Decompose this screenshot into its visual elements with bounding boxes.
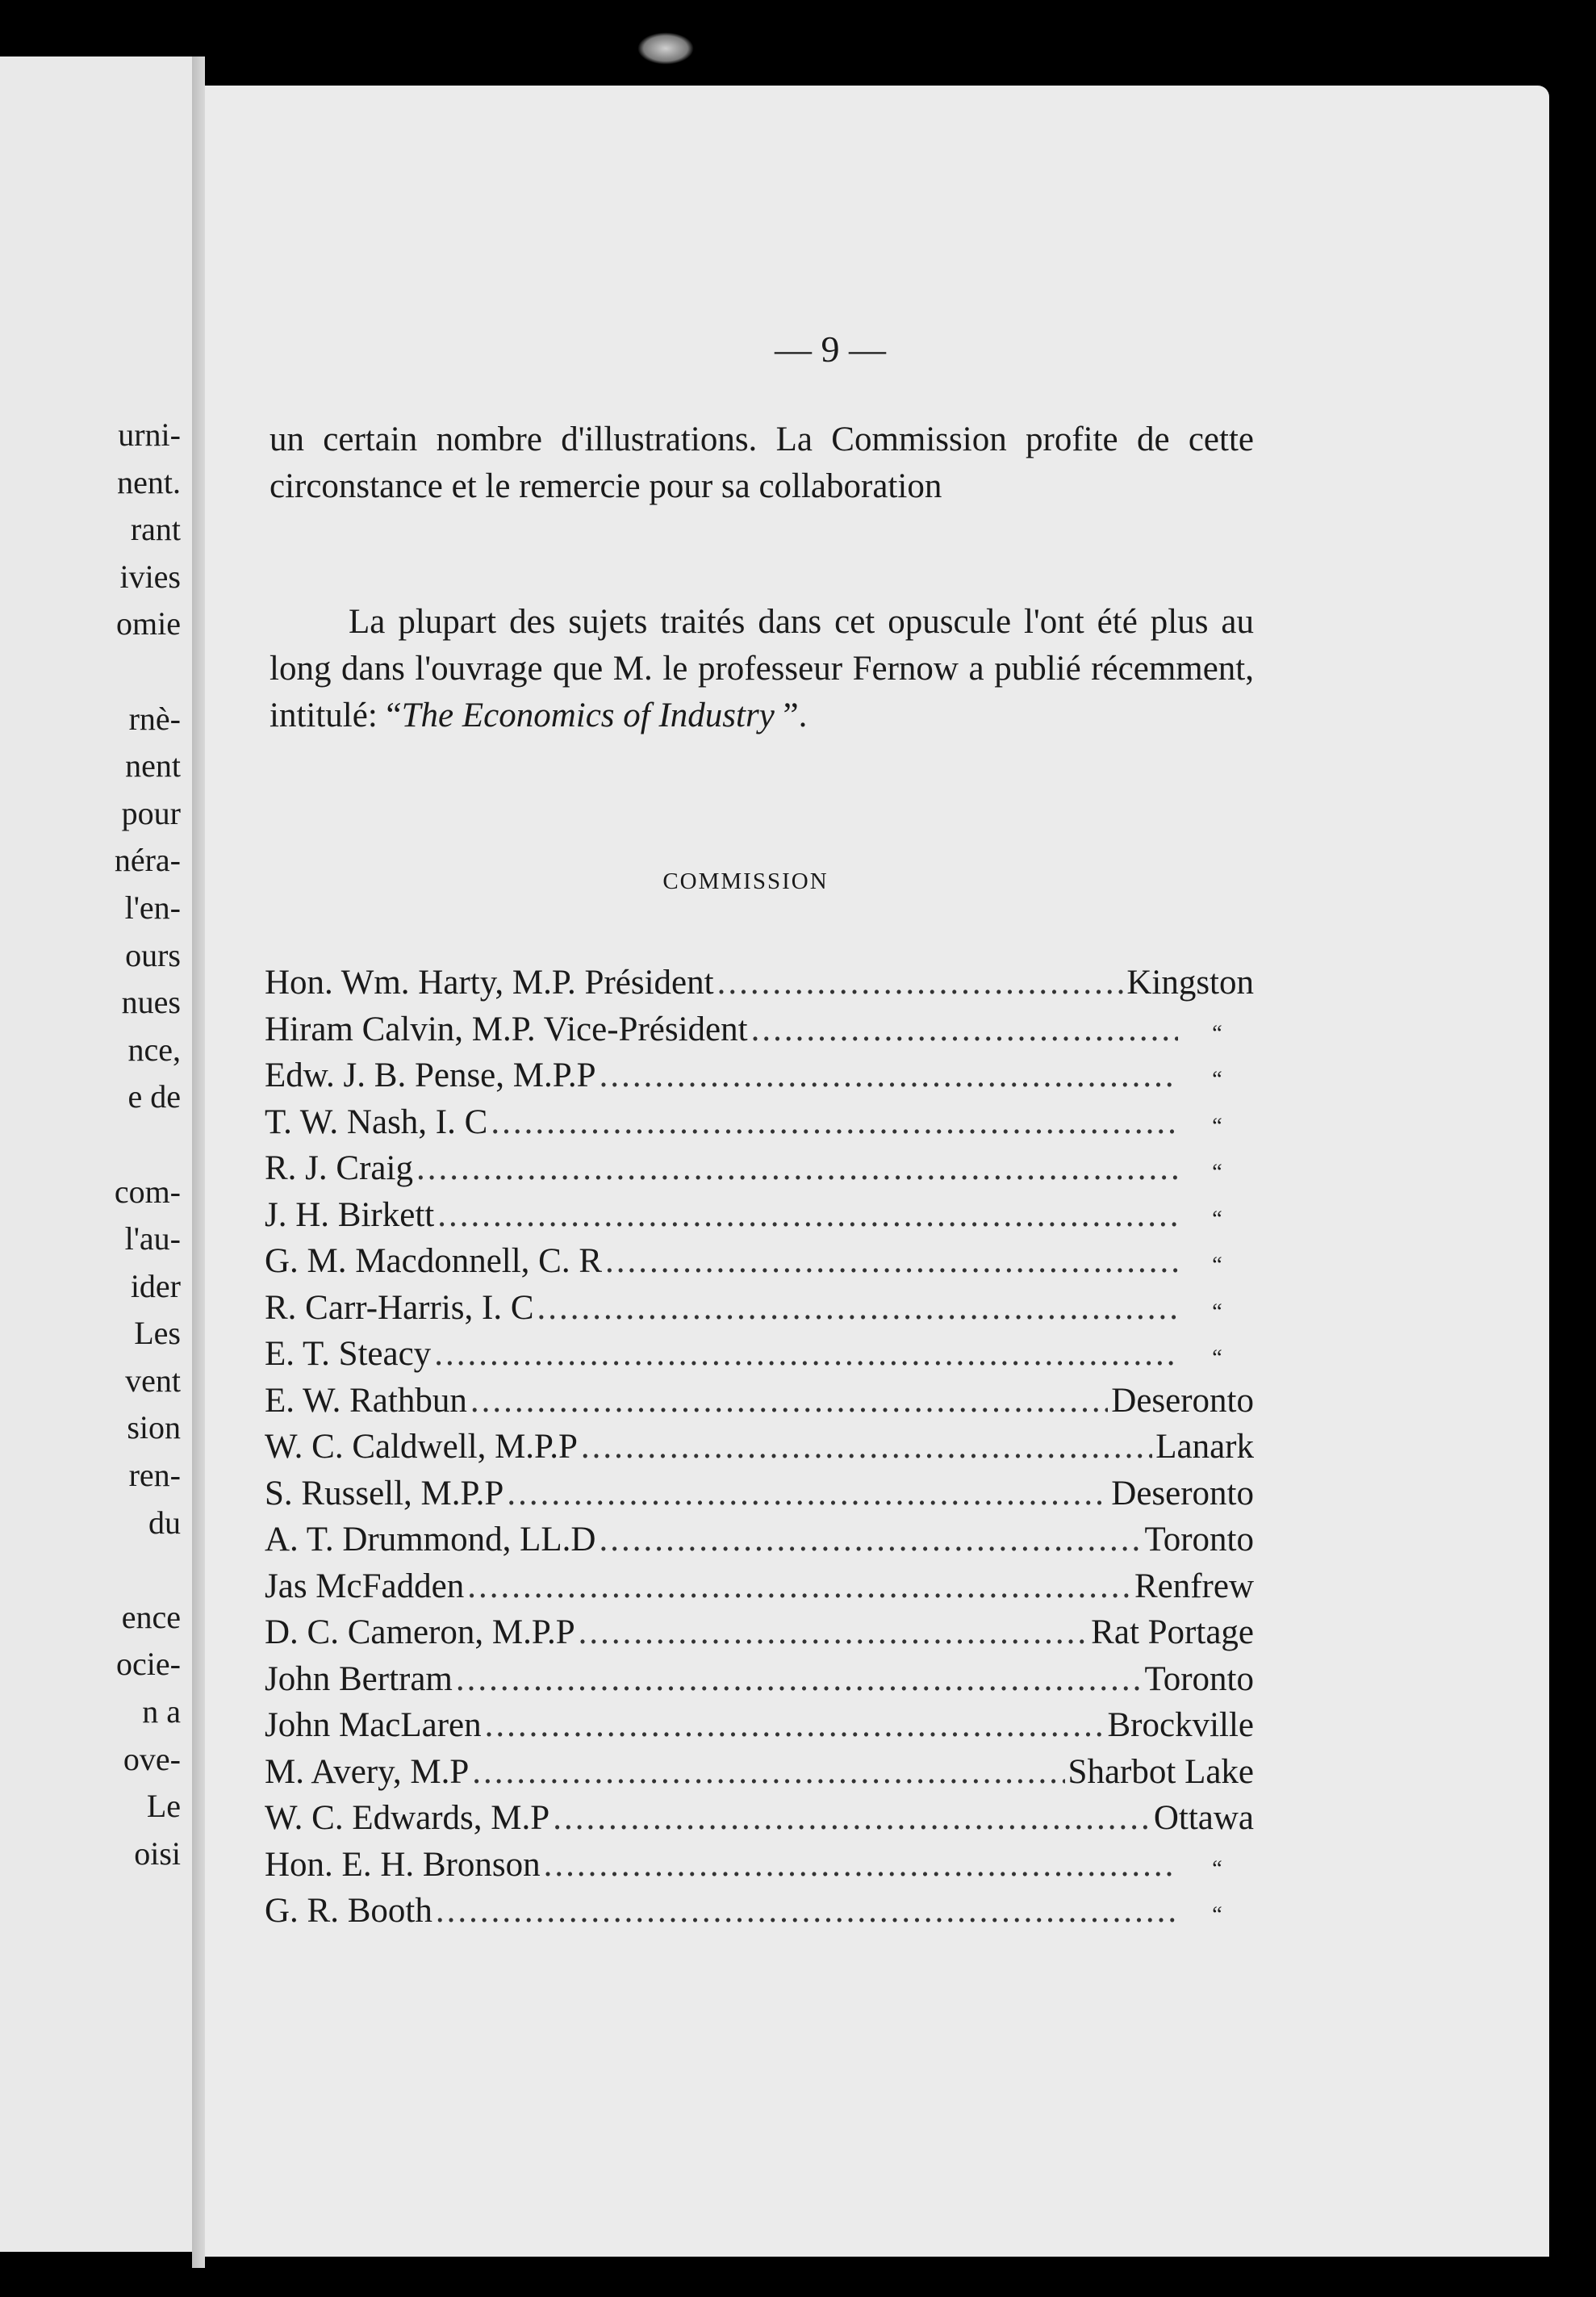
facing-page-line: oisi — [134, 1835, 181, 1872]
facing-page-line: e de — [127, 1078, 181, 1115]
facing-page-line: nent. — [117, 463, 181, 500]
member-name: John MacLaren — [265, 1706, 482, 1744]
roster-row — [265, 1845, 1254, 1892]
facing-page-line: Les — [134, 1315, 181, 1352]
roster-row — [265, 1427, 1254, 1474]
member-name: G. M. Macdonnell, C. R — [265, 1242, 603, 1280]
facing-page-line: l'au- — [124, 1220, 181, 1257]
page-edge-mark — [637, 32, 694, 65]
dot-leader — [436, 1891, 1178, 1931]
dot-leader — [600, 1056, 1178, 1095]
member-name: W. C. Caldwell, M.P.P — [265, 1428, 578, 1466]
paragraph-fernow-end: ”. — [774, 697, 808, 734]
member-place: Toronto — [1144, 1521, 1254, 1559]
roster-row — [265, 1567, 1254, 1613]
member-place: Kingston — [1126, 964, 1254, 1002]
roster-row — [265, 1381, 1254, 1428]
facing-page-line: rant — [130, 511, 181, 548]
dot-leader — [717, 963, 1124, 1002]
member-name: T. W. Nash, I. C — [265, 1102, 488, 1141]
dot-leader — [581, 1427, 1152, 1466]
main-page — [205, 86, 1549, 2257]
book-title: The Economics of Industry — [401, 697, 775, 734]
member-name: D. C. Cameron, M.P.P — [265, 1613, 575, 1651]
member-place: “ — [1212, 1253, 1223, 1278]
roster-row — [265, 963, 1254, 1010]
member-name: Hiram Calvin, M.P. Vice-Président — [265, 1010, 748, 1048]
facing-page-line: com- — [114, 1173, 181, 1210]
roster-row — [265, 1752, 1254, 1799]
member-place: Deseronto — [1111, 1474, 1254, 1513]
member-place: “ — [1212, 1299, 1223, 1324]
dot-leader — [456, 1659, 1142, 1699]
facing-page-text — [3, 412, 181, 1877]
dot-leader — [507, 1474, 1108, 1513]
member-name: S. Russell, M.P.P — [265, 1474, 504, 1513]
member-place: “ — [1212, 1067, 1223, 1092]
member-place: Deseronto — [1111, 1381, 1254, 1420]
dot-leader — [751, 1010, 1178, 1049]
page-number: — 9 — — [775, 328, 886, 370]
facing-page-line: vent — [125, 1362, 181, 1399]
member-name: Hon. Wm. Harty, M.P. Président — [265, 964, 714, 1002]
dot-leader — [485, 1705, 1105, 1745]
member-name: Edw. J. B. Pense, M.P.P — [265, 1056, 596, 1094]
facing-page-line: sion — [127, 1409, 181, 1446]
paragraph-fernow — [269, 599, 1254, 739]
member-name: Hon. E. H. Bronson — [265, 1845, 541, 1884]
dot-leader — [434, 1334, 1178, 1374]
facing-page-line — [3, 1121, 181, 1169]
member-name: E. T. Steacy — [265, 1335, 432, 1373]
facing-page-line: nent — [125, 747, 181, 784]
roster-row — [265, 1010, 1254, 1056]
member-place: “ — [1212, 1160, 1223, 1185]
facing-page — [0, 56, 192, 2252]
roster-row — [265, 1056, 1254, 1102]
dot-leader — [605, 1241, 1178, 1281]
member-place: “ — [1212, 1206, 1223, 1232]
roster-row — [265, 1659, 1254, 1706]
member-place: “ — [1212, 1345, 1223, 1370]
roster-row — [265, 1520, 1254, 1567]
member-place: Rat Portage — [1091, 1613, 1254, 1651]
facing-page-line: ocie- — [116, 1646, 181, 1683]
paragraph-fernow-text: La plupart des sujets traités dans cet opuscule l'ont été plus au long dans l'ouvrage que M. le professeur Fernow a publié récemment, intitulé: “ — [269, 603, 1254, 734]
dot-leader — [470, 1381, 1108, 1420]
member-place: Ottawa — [1153, 1799, 1254, 1837]
roster-row — [265, 1705, 1254, 1752]
facing-page-line: ren- — [128, 1457, 181, 1494]
facing-page-line — [3, 1546, 181, 1594]
member-name: Jas McFadden — [265, 1567, 465, 1605]
member-place: Lanark — [1155, 1428, 1254, 1466]
roster-row — [265, 1613, 1254, 1659]
dot-leader — [544, 1845, 1178, 1885]
dot-leader — [467, 1567, 1131, 1606]
facing-page-line: du — [148, 1504, 181, 1541]
dot-leader — [599, 1520, 1141, 1559]
facing-page-line: n a — [142, 1693, 181, 1730]
member-place: “ — [1212, 1020, 1223, 1046]
dot-leader — [472, 1752, 1064, 1792]
dot-leader — [537, 1288, 1178, 1328]
facing-page-line: l'en- — [124, 889, 181, 926]
member-place: “ — [1212, 1113, 1223, 1139]
member-name: M. Avery, M.P — [265, 1752, 470, 1791]
facing-page-line: Le — [146, 1788, 181, 1825]
member-place: Renfrew — [1134, 1567, 1254, 1605]
facing-page-line: nues — [121, 984, 181, 1021]
facing-page-line: rnè- — [128, 700, 181, 737]
roster-row — [265, 1102, 1254, 1149]
member-place: Sharbot Lake — [1067, 1752, 1254, 1791]
dot-leader — [416, 1148, 1178, 1188]
commission-roster — [265, 963, 1254, 1938]
member-name: R. J. Craig — [265, 1149, 413, 1187]
member-name: E. W. Rathbun — [265, 1381, 467, 1420]
paragraph-illustrations: un certain nombre d'illustrations. La Commission profite de cette circonstance et le remercie pour sa collaboration — [269, 420, 1254, 505]
facing-page-line — [3, 648, 181, 696]
book-gutter — [192, 56, 205, 2268]
facing-page-line: ours — [125, 936, 181, 973]
commission-heading: COMMISSION — [662, 868, 829, 894]
facing-page-line: néra- — [114, 842, 181, 879]
roster-row — [265, 1891, 1254, 1938]
member-name: J. H. Birkett — [265, 1195, 435, 1234]
member-place: “ — [1212, 1902, 1223, 1927]
dot-leader — [437, 1195, 1178, 1235]
facing-page-line: ivies — [119, 558, 181, 595]
member-place: Brockville — [1107, 1706, 1254, 1744]
member-place: Toronto — [1144, 1659, 1254, 1698]
member-name: John Bertram — [265, 1659, 453, 1698]
roster-row — [265, 1148, 1254, 1195]
roster-row — [265, 1334, 1254, 1381]
facing-page-line: ove- — [123, 1740, 181, 1777]
dot-leader — [579, 1613, 1088, 1652]
member-name: W. C. Edwards, M.P — [265, 1799, 550, 1837]
facing-page-line: pour — [121, 794, 181, 831]
dot-leader — [553, 1798, 1151, 1838]
member-place: “ — [1212, 1856, 1223, 1881]
roster-row — [265, 1474, 1254, 1521]
facing-page-line: nce, — [127, 1031, 181, 1068]
roster-row — [265, 1241, 1254, 1288]
dot-leader — [491, 1102, 1178, 1142]
roster-row — [265, 1798, 1254, 1845]
facing-page-line: urni- — [118, 416, 181, 453]
member-name: A. T. Drummond, LL.D — [265, 1521, 596, 1559]
facing-page-line: omie — [116, 605, 181, 642]
roster-row — [265, 1288, 1254, 1335]
member-name: G. R. Booth — [265, 1892, 432, 1930]
facing-page-line: ider — [130, 1267, 181, 1304]
member-name: R. Carr-Harris, I. C — [265, 1288, 534, 1327]
roster-row — [265, 1195, 1254, 1242]
facing-page-line: ence — [121, 1598, 181, 1635]
